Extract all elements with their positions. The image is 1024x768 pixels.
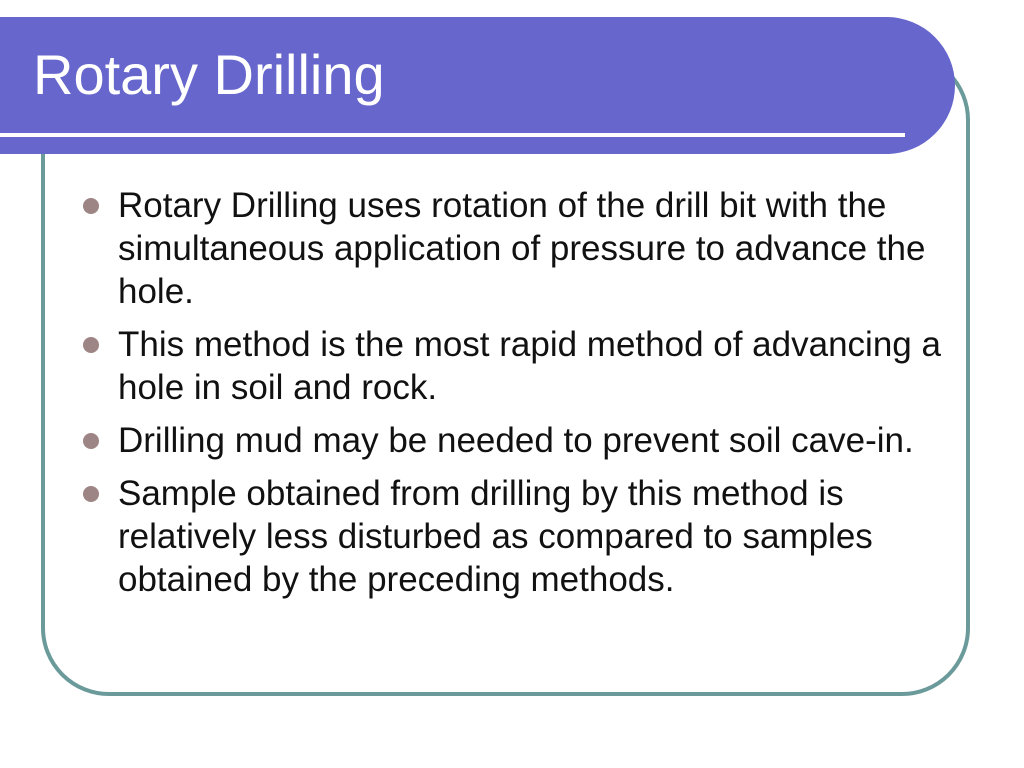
bullet-dot-icon — [83, 433, 99, 449]
bullet-text: Sample obtained from drilling by this method is relatively less disturbed as compared to samples obtained by the preceding methods. — [118, 474, 873, 599]
slide-title: Rotary Drilling — [33, 43, 385, 106]
bullet-item — [80, 419, 960, 462]
bullet-dot-icon — [83, 337, 99, 353]
bullet-item — [80, 184, 960, 313]
bullet-item — [80, 472, 960, 601]
title-underline — [0, 133, 905, 137]
bullet-list — [80, 184, 960, 611]
bullet-dot-icon — [83, 198, 99, 214]
bullet-item — [80, 323, 960, 409]
bullet-dot-icon — [83, 486, 99, 502]
bullet-text: This method is the most rapid method of advancing a hole in soil and rock. — [118, 325, 941, 407]
bullet-text: Rotary Drilling uses rotation of the drill bit with the simultaneous application of pressure to advance the hole. — [118, 186, 926, 311]
bullet-text: Drilling mud may be needed to prevent soil cave-in. — [118, 421, 914, 460]
